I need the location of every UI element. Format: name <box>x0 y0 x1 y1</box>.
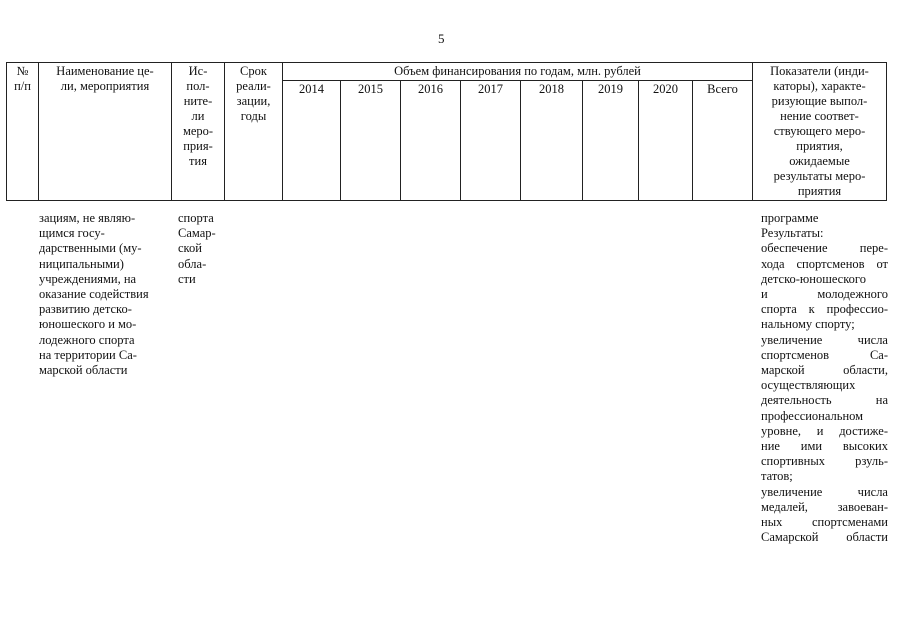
program-table-header <box>6 62 887 201</box>
header-year-2019: 2019 <box>583 81 639 201</box>
header-funding: Объем финансирования по годам, млн. рублей <box>283 63 753 81</box>
header-year-2015: 2015 <box>341 81 401 201</box>
row-executor-cell: спорта Самар- ской обла- сти <box>178 211 216 286</box>
header-name: Наименование це- ли, мероприятия <box>39 63 172 201</box>
header-year-2017: 2017 <box>461 81 521 201</box>
header-year-2018: 2018 <box>521 81 583 201</box>
header-year-2016: 2016 <box>401 81 461 201</box>
row-name-cell: зациям, не являю- щимся госу- дарственными (му- ниципальными) учреждениями, на оказание содействия развитию детско- юношеского и мо- лодежного спорта на территории Са- марской области <box>39 211 149 378</box>
header-indicators: Показатели (инди- каторы), характе- ризующие выпол- нение соответ- ствующего меро- приятия, ожидаемые результаты меро- приятия <box>753 63 887 201</box>
row-indicators-cell: программе Результаты: обеспечение пере- хода спортсменов от детско-юношеского и молодежного спорта к профессио- нальному спорту; увеличение числа спортсменов Са- марской области, осуществляющих деятельность на профессиональном уровне, и достиже- ние ими высоких спортивных рзуль- татов; увеличение числа медалей, завоеван- ных спортсменами Самарской области <box>761 211 888 545</box>
header-year-2020: 2020 <box>639 81 693 201</box>
header-total: Всего <box>693 81 753 201</box>
header-year-2014: 2014 <box>283 81 341 201</box>
header-term: Срок реали- зации, годы <box>225 63 283 201</box>
header-executors: Ис- пол- ните- ли меро- прия- тия <box>172 63 225 201</box>
page-number: 5 <box>438 31 445 46</box>
header-num: № п/п <box>7 63 39 201</box>
